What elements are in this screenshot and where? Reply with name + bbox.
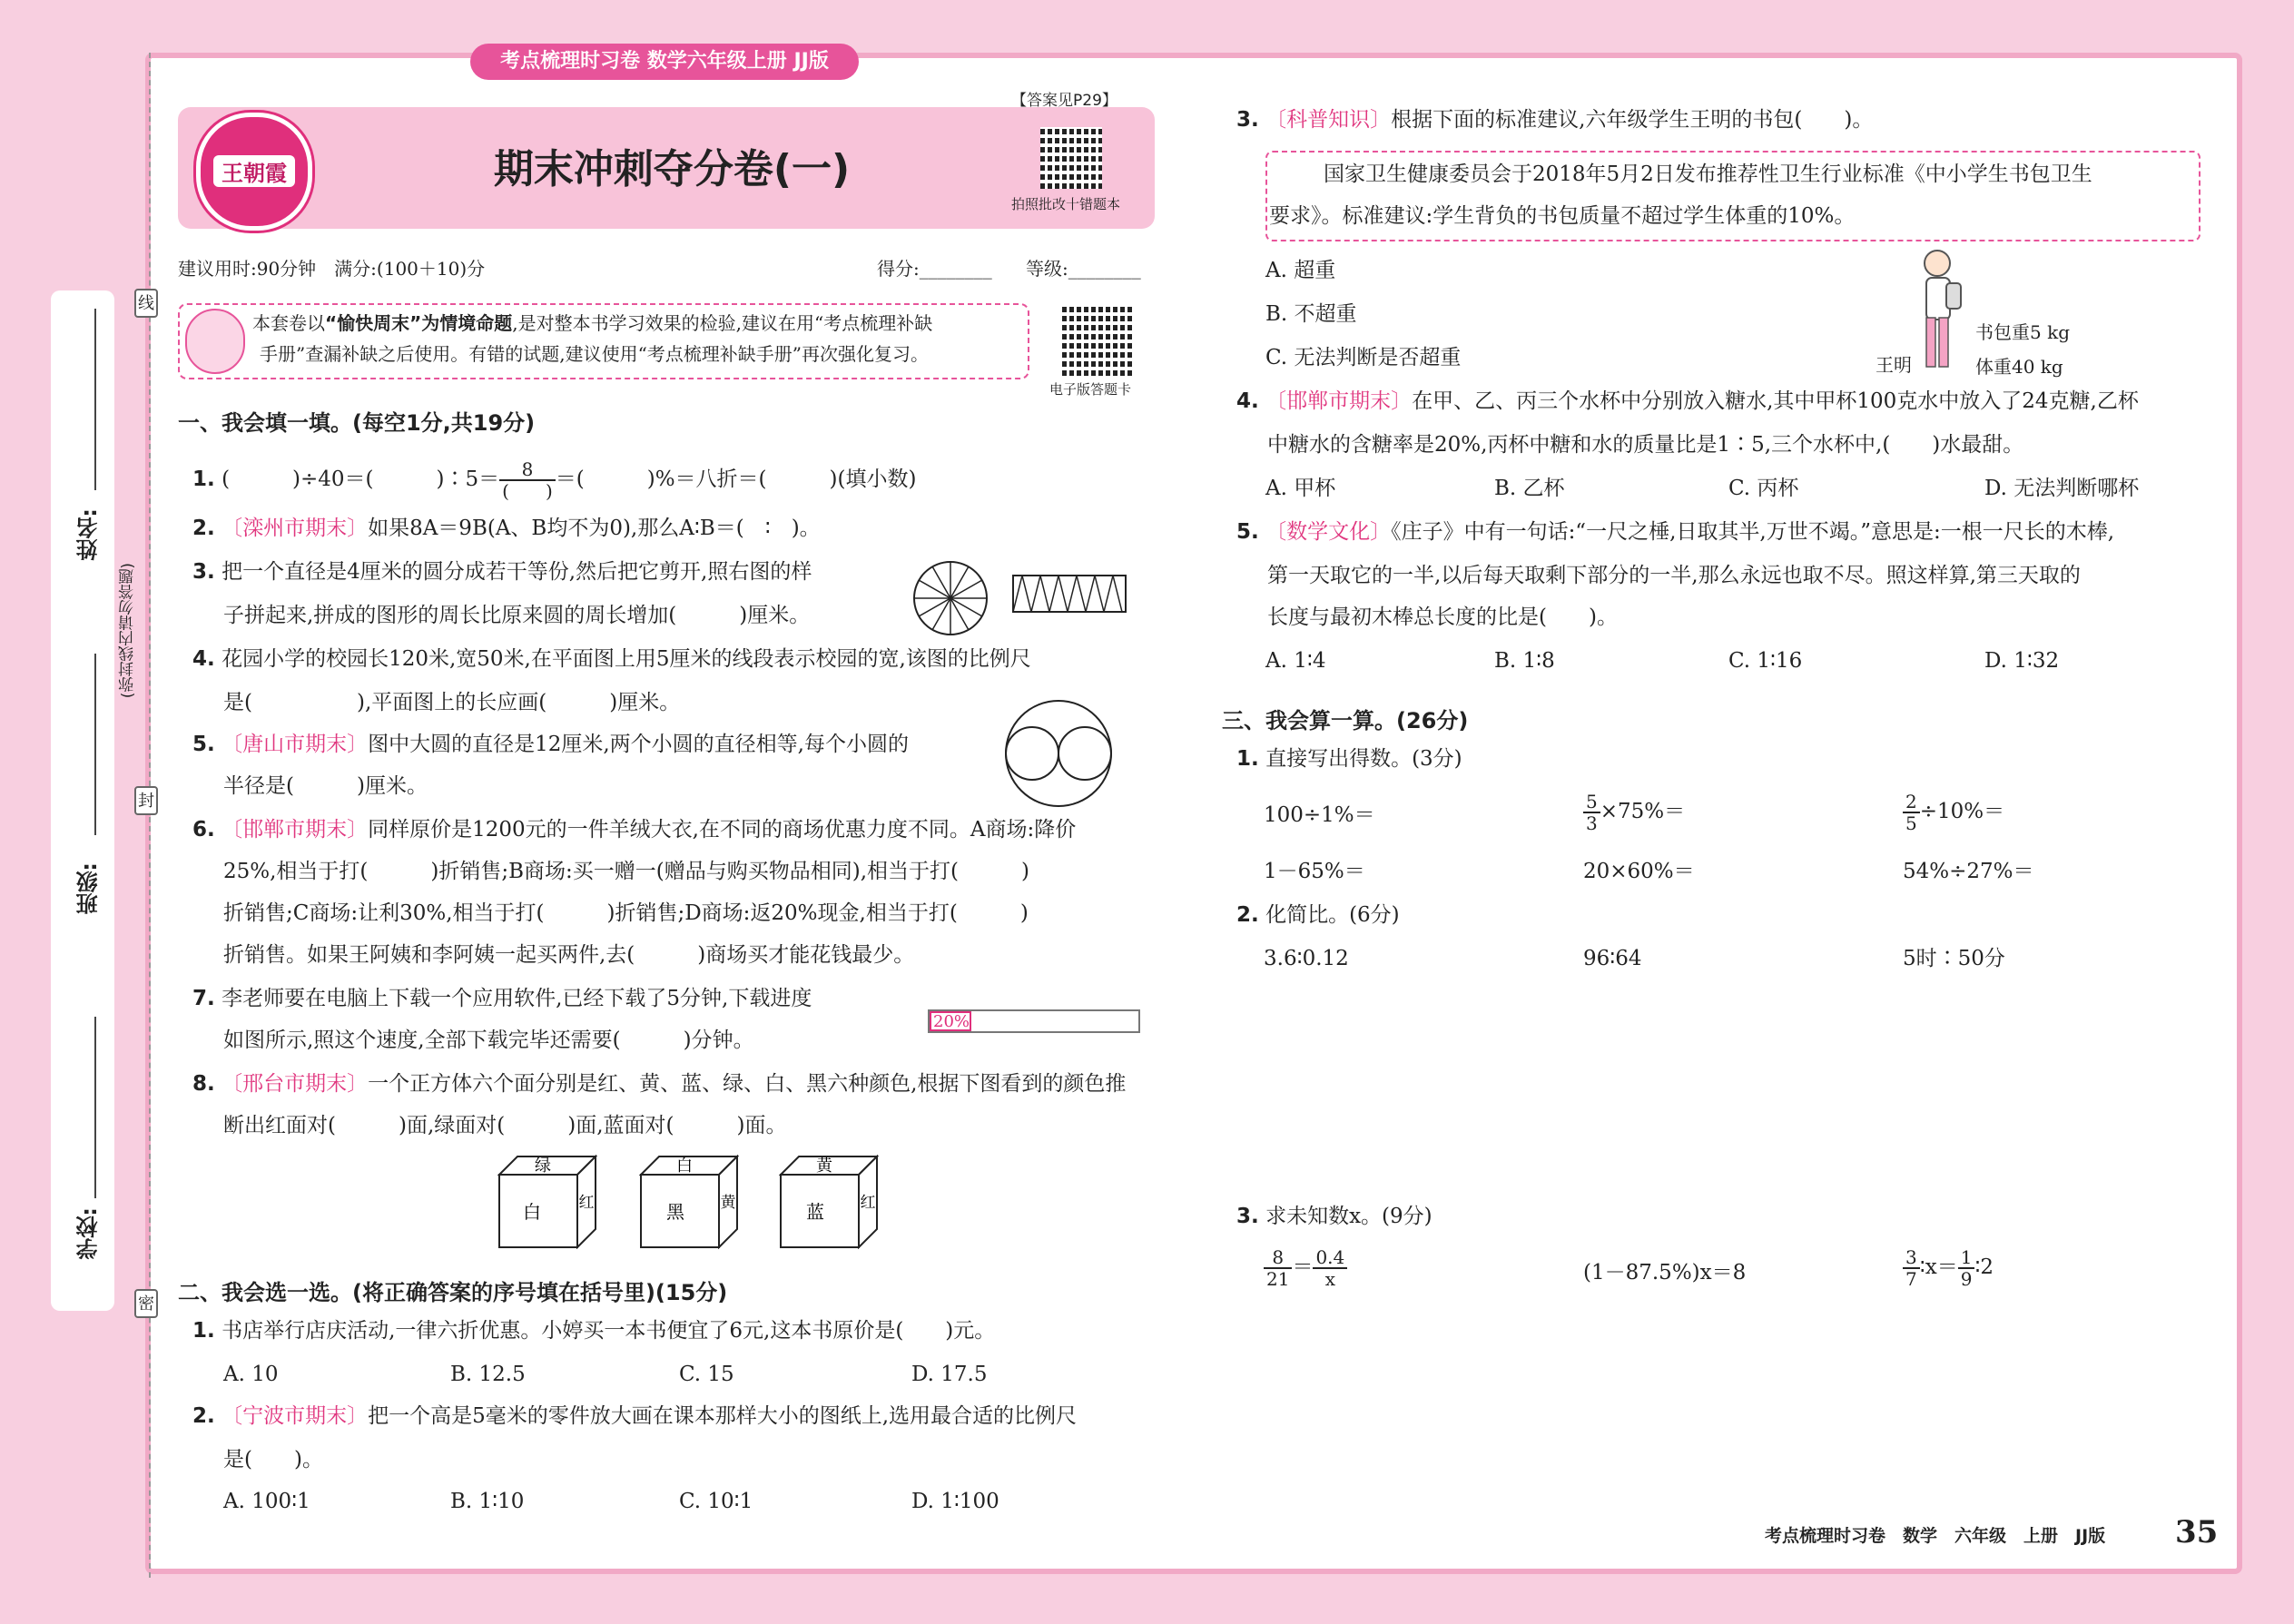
class-line bbox=[94, 654, 96, 835]
q2-5-line2: 第一天取它的一半,以后每天取剩下部分的一半,那么永远也取不尽。照这样算,第三天取的 bbox=[1267, 564, 2081, 587]
standard-box-line2: 要求》。标准建议:学生背负的书包质量不超过学生体重的10%。 bbox=[1269, 204, 1856, 228]
q2-3: 3. 〔科普知识〕根据下面的标准建议,六年级学生王明的书包( )。 bbox=[1236, 108, 1874, 132]
ratio-3: 5时∶50分 bbox=[1903, 947, 2005, 970]
q3-3: 3. 求未知数x。(9分) bbox=[1236, 1205, 1433, 1228]
q2-4-line1: 4. 〔邯郸市期末〕在甲、乙、丙三个水杯中分别放入糖水,其中甲杯100克水中放入了24克糖,乙杯 bbox=[1236, 389, 2139, 413]
figure-body-weight: 体重40 kg bbox=[1975, 356, 2063, 378]
q1-4-line1: 4. 花园小学的校园长120米,宽50米,在平面图上用5厘米的线段表示校园的宽,该图的比例尺 bbox=[192, 647, 1031, 671]
intro-line-2: 手册”查漏补缺之后使用。有错的试题,建议使用“考点梳理补缺手册”再次强化复习。 bbox=[260, 343, 930, 365]
grade-field[interactable]: 等级:________ bbox=[1026, 258, 1141, 280]
q1-6-line2: 25%,相当于打( )折销售;B商场:买一赠一(赠品与购买物品相同),相当于打( ) bbox=[223, 860, 1029, 883]
page-title: 期末冲刺夺分卷(一) bbox=[493, 146, 851, 192]
q2-4-option-c: C. 丙杯 bbox=[1728, 477, 1799, 500]
standard-box-line1: 国家卫生健康委员会于2018年5月2日发布推荐性卫生行业标准《中小学生书包卫生 bbox=[1324, 162, 2092, 186]
figure-name: 王明 bbox=[1876, 354, 1912, 376]
q2-2-option-a: A. 100∶1 bbox=[223, 1490, 310, 1513]
calc-4: 1－65%＝ bbox=[1264, 860, 1365, 883]
q1-3-line2: 子拼起来,拼成的图形的周长比原来圆的周长增加( )厘米。 bbox=[223, 604, 811, 627]
seal-warning: (弥封线内请勿答题) bbox=[119, 563, 137, 699]
answer-card-caption: 电子版答题卡 bbox=[1049, 381, 1132, 398]
seal-mark-line: 线 bbox=[134, 289, 158, 318]
seal-mark-seal: 封 bbox=[134, 786, 158, 815]
q2-1-option-c: C. 15 bbox=[679, 1363, 734, 1386]
calc-3: $\frac{2}{5}$ ÷10%＝ bbox=[1903, 792, 2004, 833]
cube-2 bbox=[639, 1155, 739, 1249]
cube-1-front: 白 bbox=[523, 1201, 541, 1223]
cube-3-top: 黄 bbox=[816, 1156, 832, 1176]
figure-bag-weight: 书包重5 kg bbox=[1975, 321, 2071, 343]
equation-3: $\frac{3}{7}$ ∶x＝ $\frac{1}{9}$ ∶2 bbox=[1903, 1247, 1994, 1289]
seal-mark-secret: 密 bbox=[134, 1289, 158, 1318]
q2-5-option-a: A. 1∶4 bbox=[1265, 649, 1326, 673]
q2-1: 1. 书店举行店庆活动,一律六折优惠。小婷买一本书便宜了6元,这本书原价是( )元。 bbox=[192, 1319, 996, 1343]
q2-5-option-d: D. 1∶32 bbox=[1984, 649, 2060, 673]
q1-8-line2: 断出红面对( )面,绿面对( )面,蓝面对( )面。 bbox=[223, 1114, 787, 1137]
ratio-2: 96∶64 bbox=[1583, 947, 1642, 970]
score-field[interactable]: 得分:________ bbox=[877, 258, 992, 280]
q1-3-line1: 3. 把一个直径是4厘米的圆分成若干等份,然后把它剪开,照右图的样 bbox=[192, 560, 812, 584]
q2-1-option-b: B. 12.5 bbox=[450, 1363, 526, 1386]
section-1-heading: 一、我会填一填。(每空1分,共19分) bbox=[178, 410, 536, 436]
cube-1-side: 红 bbox=[578, 1194, 595, 1212]
qr-caption: 拍照批改十错题本 bbox=[1011, 196, 1121, 212]
student-info-panel bbox=[51, 290, 114, 1311]
equation-2: (1－87.5%)x＝8 bbox=[1583, 1261, 1747, 1284]
cube-3-front: 蓝 bbox=[806, 1201, 824, 1223]
rearranged-rectangle-figure bbox=[1011, 574, 1127, 614]
q2-5-option-c: C. 1∶16 bbox=[1728, 649, 1803, 673]
exam-meta: 建议用时:90分钟 满分:(100＋10)分 bbox=[178, 258, 486, 280]
download-progress-bar bbox=[928, 1009, 1140, 1033]
q3-2: 2. 化简比。(6分) bbox=[1236, 903, 1400, 927]
cube-1 bbox=[497, 1155, 597, 1249]
q1-8-line1: 8. 〔邢台市期末〕一个正方体六个面分别是红、黄、蓝、绿、白、黑六种颜色,根据下图看到的颜色推 bbox=[192, 1072, 1127, 1096]
section-3-heading: 三、我会算一算。(26分) bbox=[1222, 708, 1469, 733]
publisher-logo bbox=[196, 113, 312, 231]
ratio-1: 3.6∶0.12 bbox=[1264, 947, 1349, 970]
q1-2: 2. 〔滦州市期末〕如果8A＝9B(A、B均不为0),那么A∶B＝( ∶ )。 bbox=[192, 517, 821, 540]
q1-7-line2: 如图所示,照这个速度,全部下载完毕还需要( )分钟。 bbox=[223, 1029, 754, 1052]
cube-3 bbox=[779, 1155, 879, 1249]
q2-2-line1: 2. 〔宁波市期末〕把一个高是5毫米的零件放大画在课本那样大小的图纸上,选用最合适的比例尺 bbox=[192, 1404, 1078, 1428]
q2-3-option-c: C. 无法判断是否超重 bbox=[1265, 346, 1462, 369]
section-2-heading: 二、我会选一选。(将正确答案的序号填在括号里)(15分) bbox=[178, 1280, 728, 1305]
calc-5: 20×60%＝ bbox=[1583, 860, 1695, 883]
school-label: 学校: bbox=[76, 1207, 102, 1260]
q2-5-option-b: B. 1∶8 bbox=[1494, 649, 1555, 673]
q1-6-line3: 折销售;C商场:让利30%,相当于打( )折销售;D商场:返20%现金,相当于打( ) bbox=[223, 901, 1029, 925]
q1-1: 1. ( )÷40＝( )∶5＝ $\frac{8}{( )}$ ＝( )%＝八折＝( )(填小数) bbox=[192, 458, 917, 502]
answer-reference: 【答案见P29】 bbox=[1011, 92, 1117, 110]
footer-text: 考点梳理时习卷 数学 六年级 上册 JJ版 bbox=[1765, 1526, 2106, 1546]
girl-avatar-icon bbox=[185, 309, 245, 374]
q2-5-line3: 长度与最初木棒总长度的比是( )。 bbox=[1267, 605, 1618, 629]
seal-dashed-line bbox=[149, 53, 151, 1578]
q1-4-line2: 是( ),平面图上的长应画( )厘米。 bbox=[223, 691, 681, 714]
q2-2-option-b: B. 1∶10 bbox=[450, 1490, 525, 1513]
qr-code-icon[interactable] bbox=[1040, 127, 1102, 189]
q2-2-line2: 是( )。 bbox=[223, 1448, 323, 1471]
calc-6: 54%÷27%＝ bbox=[1903, 860, 2034, 883]
class-label: 班级: bbox=[76, 862, 102, 915]
cube-2-side: 黄 bbox=[720, 1194, 736, 1212]
q2-1-option-a: A. 10 bbox=[223, 1363, 279, 1386]
q2-4-line2: 中糖水的含糖率是20%,丙杯中糖和水的质量比是1∶5,三个水杯中,( )水最甜。 bbox=[1267, 433, 2024, 457]
school-line bbox=[94, 1017, 96, 1198]
q1-6-line4: 折销售。如果王阿姨和李阿姨一起买两件,去( )商场买才能花钱最少。 bbox=[223, 943, 915, 967]
q1-7-line1: 7. 李老师要在电脑上下载一个应用软件,已经下载了5分钟,下载进度 bbox=[192, 987, 812, 1010]
q2-4-option-d: D. 无法判断哪杯 bbox=[1984, 477, 2140, 500]
answer-card-qr-icon[interactable] bbox=[1062, 305, 1133, 376]
name-label: 姓名: bbox=[76, 508, 102, 561]
header-tab: 考点梳理时习卷 数学六年级上册 JJ版 bbox=[470, 44, 859, 80]
equation-1: $\frac{8}{21}$ ＝ $\frac{0.4}{x}$ bbox=[1264, 1247, 1347, 1289]
q2-4-option-a: A. 甲杯 bbox=[1265, 477, 1336, 500]
cube-1-top: 绿 bbox=[535, 1156, 551, 1176]
q2-5-line1: 5. 〔数学文化〕《庄子》中有一句话:“一尺之棰,日取其半,万世不竭。”意思是:一根一尺长的木棒, bbox=[1236, 520, 2115, 544]
q1-5-line2: 半径是( )厘米。 bbox=[223, 774, 428, 798]
circles-figure bbox=[1002, 697, 1115, 810]
student-figure-icon bbox=[1906, 247, 1970, 374]
intro-line-1: 本套卷以“愉快周末”为情境命题,是对整本书学习效果的检验,建议在用“考点梳理补缺 bbox=[252, 312, 933, 334]
progress-fill: 20% bbox=[930, 1011, 971, 1031]
q1-5-line1: 5. 〔唐山市期末〕图中大圆的直径是12厘米,两个小圆的直径相等,每个小圆的 bbox=[192, 733, 909, 756]
cube-2-top: 白 bbox=[676, 1156, 693, 1176]
q2-2-option-c: C. 10∶1 bbox=[679, 1490, 753, 1513]
cube-3-side: 红 bbox=[860, 1194, 876, 1212]
q2-2-option-d: D. 1∶100 bbox=[911, 1490, 999, 1513]
q2-3-option-b: B. 不超重 bbox=[1265, 302, 1357, 326]
circle-sectors-figure bbox=[911, 559, 989, 637]
calc-1: 100÷1%＝ bbox=[1264, 803, 1375, 827]
q2-4-option-b: B. 乙杯 bbox=[1494, 477, 1565, 500]
q2-3-option-a: A. 超重 bbox=[1265, 259, 1336, 282]
logo-text: 王朝霞 bbox=[213, 155, 295, 187]
q2-1-option-d: D. 17.5 bbox=[911, 1363, 988, 1386]
page-number: 35 bbox=[2175, 1514, 2219, 1550]
q3-1: 1. 直接写出得数。(3分) bbox=[1236, 747, 1462, 771]
q1-6-line1: 6. 〔邯郸市期末〕同样原价是1200元的一件羊绒大衣,在不同的商场优惠力度不同。A商场:降价 bbox=[192, 818, 1077, 842]
calc-2: $\frac{5}{3}$ ×75%＝ bbox=[1583, 792, 1685, 833]
name-line bbox=[94, 309, 96, 490]
cube-2-front: 黑 bbox=[666, 1201, 684, 1223]
